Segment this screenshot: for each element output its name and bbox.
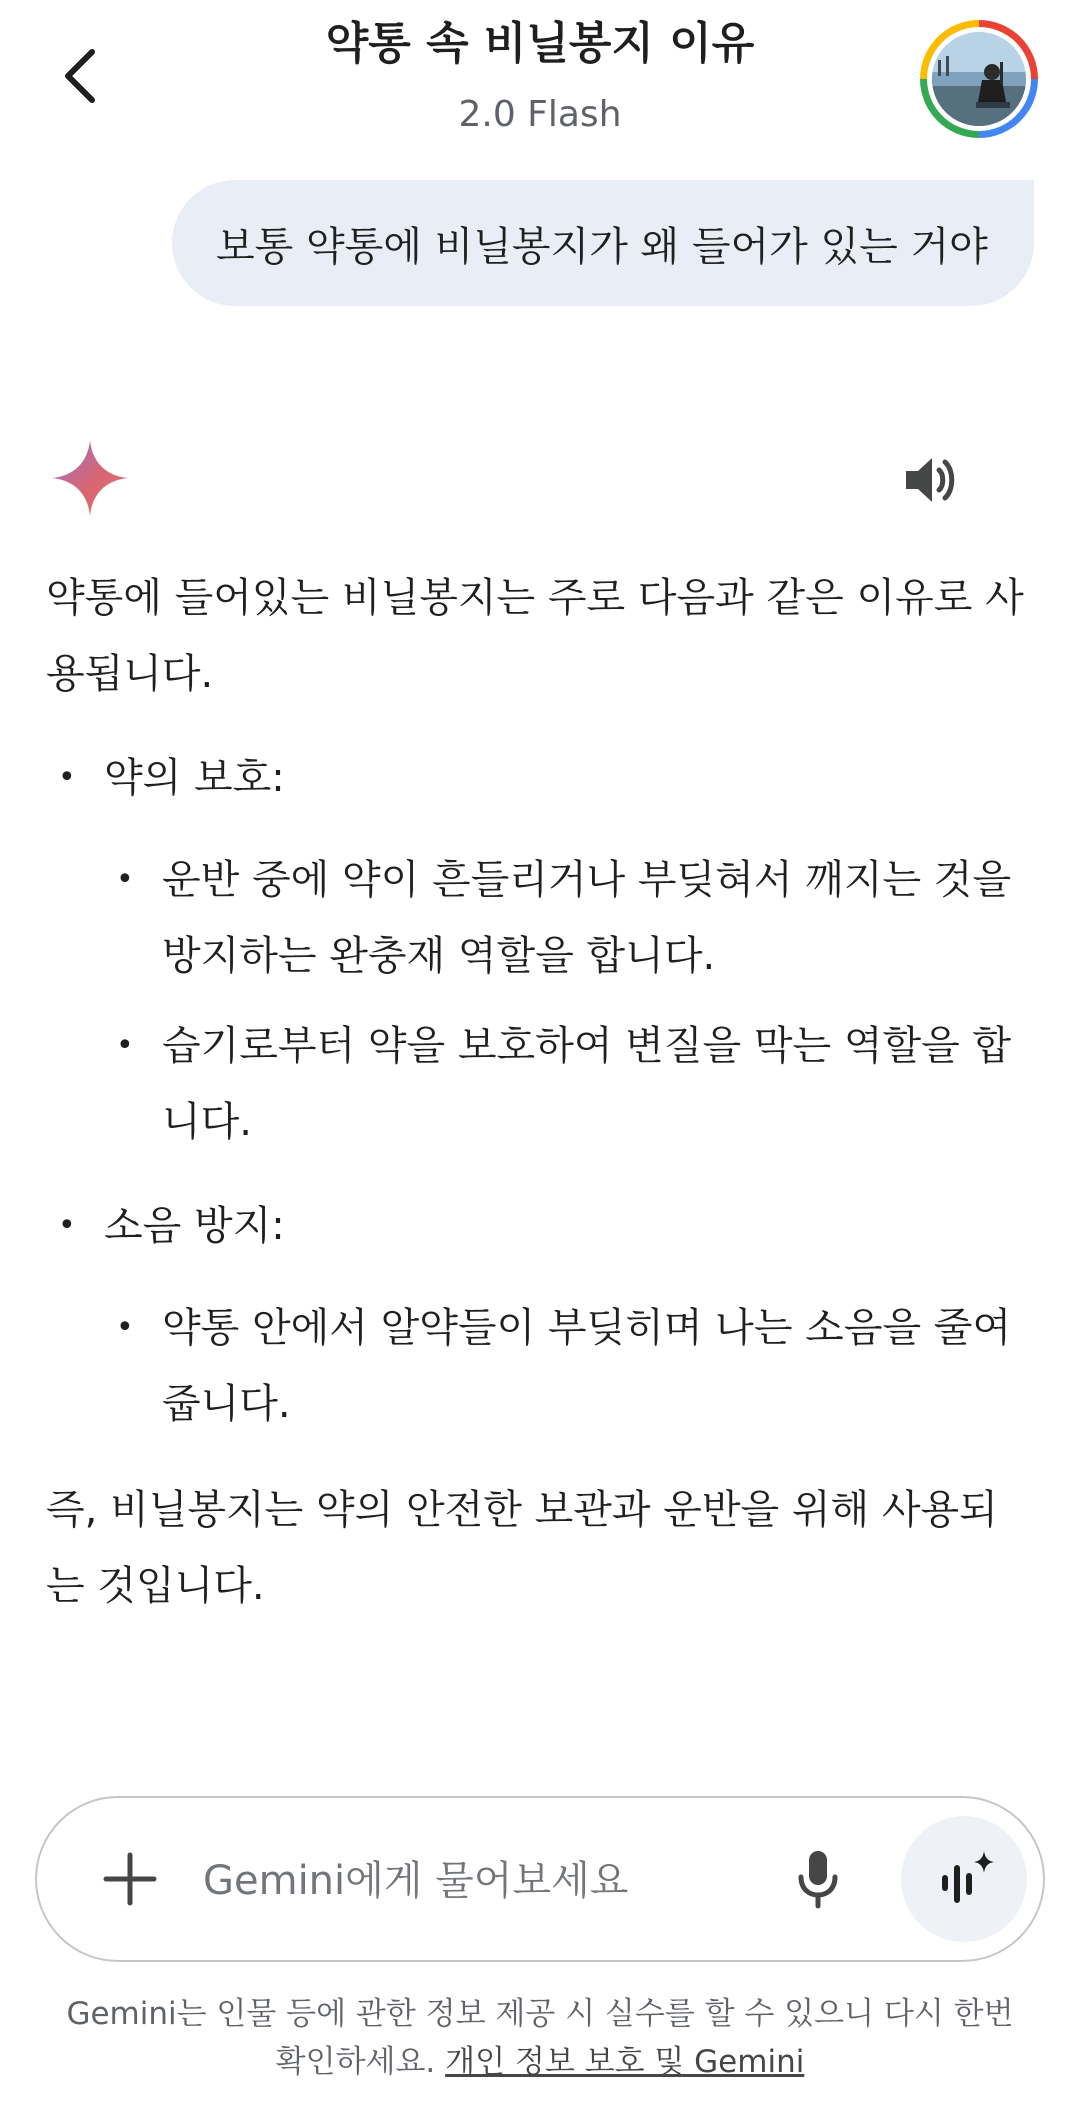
gemini-live-button[interactable] xyxy=(901,1816,1027,1942)
list-item: • 운반 중에 약이 흔들리거나 부딪혀서 깨지는 것을 방지하는 완충재 역할을 합니다. xyxy=(104,842,1026,994)
disclaimer xyxy=(60,1990,1020,2086)
gemini-sparkle-icon xyxy=(50,438,130,518)
user-message-bubble: 보통 약통에 비닐봉지가 왜 들어가 있는 거야 xyxy=(172,180,1034,306)
disclaimer-text: Gemini는 인물 등에 관한 정보 제공 시 실수를 할 수 있으니 다시 한번 확인하세요. xyxy=(66,1996,1014,2080)
microphone-icon xyxy=(796,1849,840,1909)
list-item xyxy=(46,1188,1026,1442)
speaker-icon xyxy=(902,452,962,508)
list-item xyxy=(46,740,1026,1160)
back-button[interactable] xyxy=(40,36,120,116)
model-selector[interactable]: 2.0 Flash xyxy=(458,94,622,135)
sub-list xyxy=(104,842,1026,1160)
list-item: • 약통 안에서 알약들이 부딪히며 나는 소음을 줄여줍니다. xyxy=(104,1290,1026,1442)
privacy-link[interactable]: 개인 정보 보호 및 Gemini xyxy=(445,2044,805,2080)
top-app-bar xyxy=(0,0,1080,170)
title-group xyxy=(200,14,880,138)
section-heading: • 약의 보호: xyxy=(104,755,285,801)
conversation-title: 약통 속 비닐봉지 이유 xyxy=(325,18,755,69)
chevron-left-icon xyxy=(58,46,102,106)
sub-list xyxy=(104,1290,1026,1442)
model-response xyxy=(46,560,1026,1624)
section-heading: • 소음 방지: xyxy=(104,1203,285,1249)
live-waveform-icon xyxy=(930,1845,998,1913)
read-aloud-button[interactable] xyxy=(896,444,968,516)
avatar-photo xyxy=(932,32,1026,126)
response-list xyxy=(46,740,1026,1442)
plus-icon xyxy=(102,1851,158,1907)
response-outro: 즉, 비닐봉지는 약의 안전한 보관과 운반을 위해 사용되는 것입니다. xyxy=(46,1487,998,1609)
avatar[interactable] xyxy=(920,20,1038,138)
avatar-ring-gap xyxy=(927,27,1031,131)
prompt-input[interactable] xyxy=(201,1840,635,1922)
add-attachment-button[interactable] xyxy=(87,1836,173,1922)
voice-input-button[interactable] xyxy=(775,1836,861,1922)
list-item: • 습기로부터 약을 보호하여 변질을 막는 역할을 합니다. xyxy=(104,1008,1026,1160)
prompt-bar xyxy=(35,1796,1045,1962)
response-intro: 약통에 들어있는 비닐봉지는 주로 다음과 같은 이유로 사용됩니다. xyxy=(46,575,1024,697)
